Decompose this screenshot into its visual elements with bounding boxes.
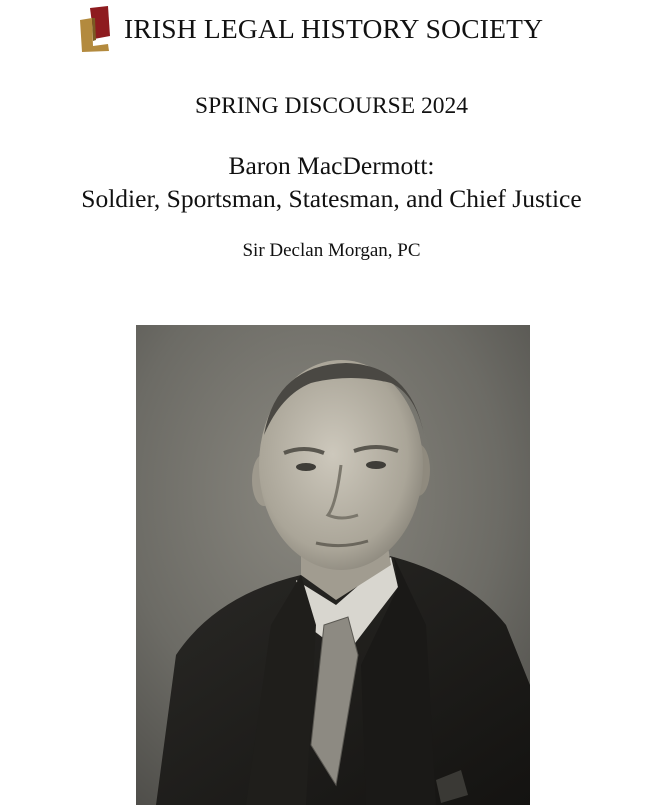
lecture-title xyxy=(0,149,663,215)
ilhs-logo-icon xyxy=(78,6,112,52)
society-name: IRISH LEGAL HISTORY SOCIETY xyxy=(124,13,544,44)
portrait-illustration xyxy=(136,325,530,805)
lecture-title-line-2: Soldier, Sportsman, Statesman, and Chief Justice xyxy=(81,184,582,213)
portrait-photo xyxy=(136,325,530,805)
speaker-name: Sir Declan Morgan, PC xyxy=(242,240,421,261)
event-title: SPRING DISCOURSE 2024 xyxy=(195,93,468,119)
lecture-title-line-1: Baron MacDermott: xyxy=(228,151,435,180)
header xyxy=(78,6,598,52)
